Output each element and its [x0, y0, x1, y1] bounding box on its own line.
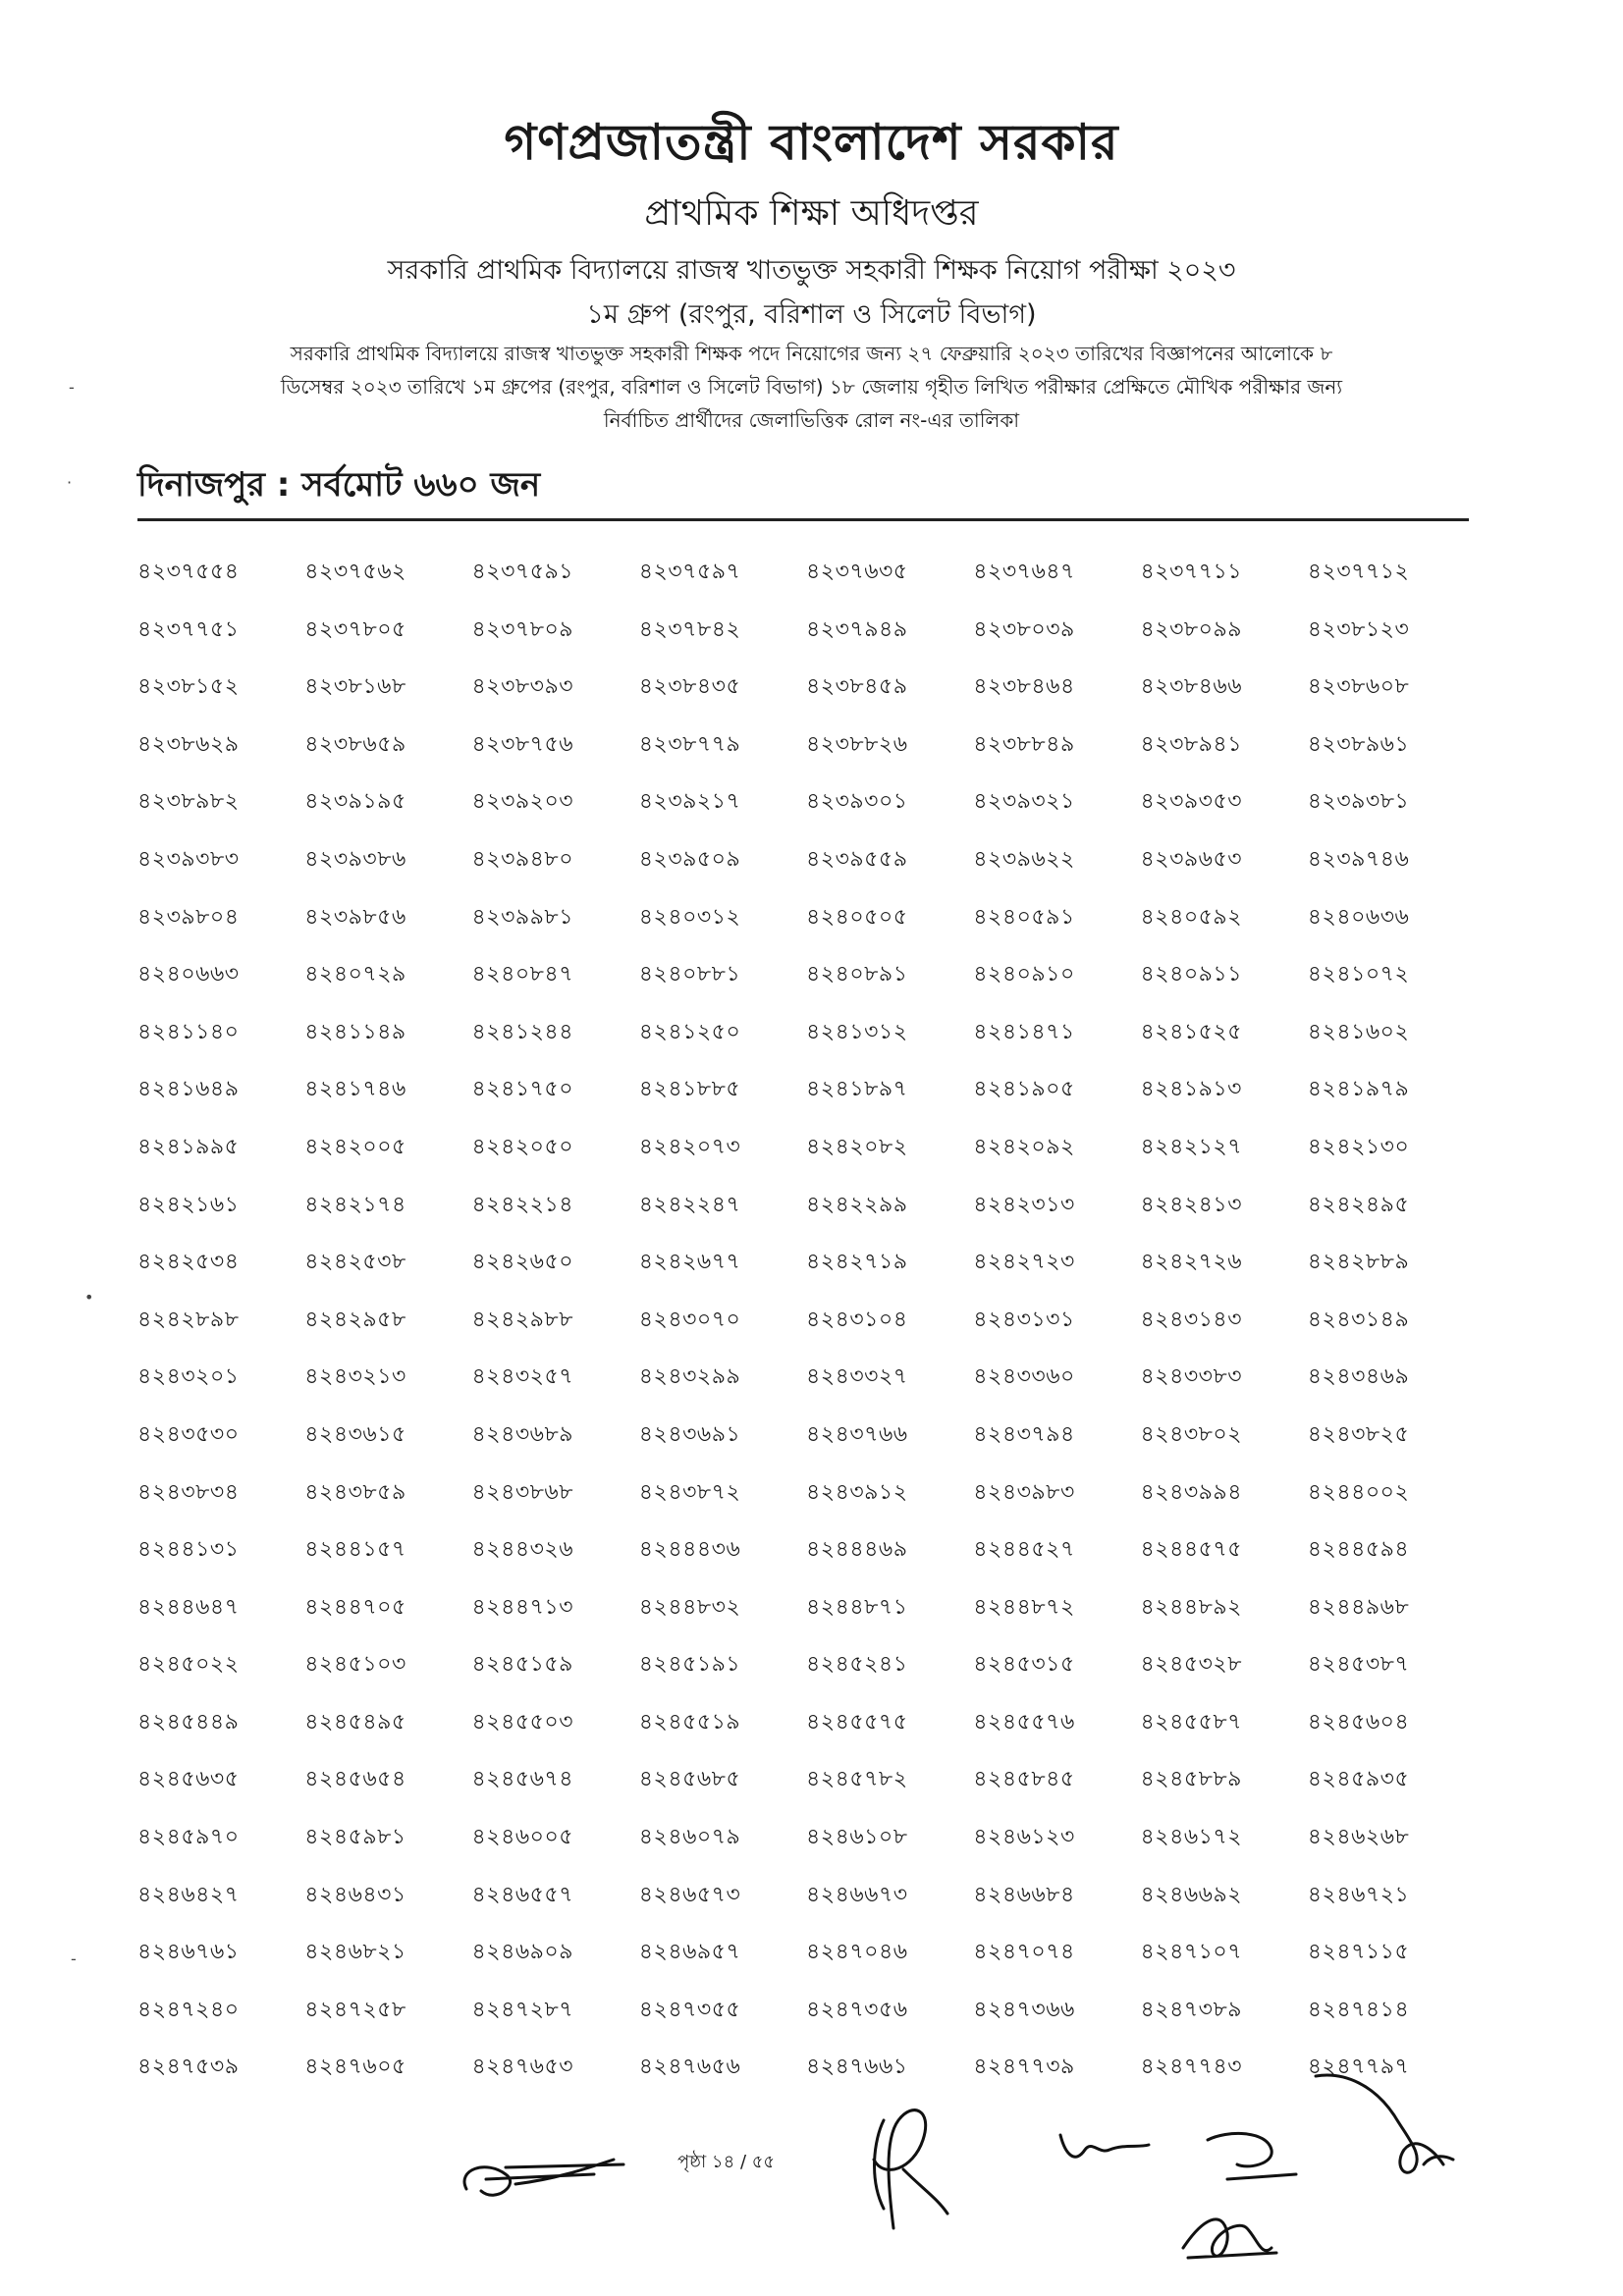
roll-number: ৪২৪০৯১০ [973, 962, 1075, 988]
roll-number: ৪২৩৯৩৮৬ [304, 846, 406, 872]
roll-number: ৪২৪২৪৯৫ [1307, 1192, 1410, 1217]
roll-number: ৪২৪৬১০৮ [806, 1825, 908, 1850]
roll-number: ৪২৩৮০৯৯ [1140, 616, 1243, 642]
roll-number: ৪২৪৫৯৮১ [304, 1825, 406, 1850]
roll-number: ৪২৪৩৬৮৯ [471, 1421, 574, 1447]
roll-number: ৪২৪৫১০৩ [304, 1652, 406, 1678]
roll-number: ৪২৪৬৭২১ [1307, 1882, 1410, 1907]
roll-number: ৪২৩৮৯৮২ [137, 789, 240, 815]
roll-number: ৪২৪১১৪০ [137, 1019, 240, 1044]
roll-number: ৪২৩৮৩৯৩ [471, 674, 574, 700]
roll-number: ৪২৪৫৩১৫ [973, 1652, 1075, 1678]
roll-number: ৪২৪৪৪৬৯ [806, 1537, 908, 1563]
signature-2 [844, 2081, 962, 2238]
roll-number: ৪২৪৭১০৭ [1140, 1940, 1243, 1965]
roll-number: ৪২৪০৮৯১ [806, 962, 908, 988]
roll-number: ৪২৪৭৬৬১ [806, 2055, 908, 2080]
roll-number: ৪২৪২৮৯৮ [137, 1307, 240, 1332]
roll-number: ৪২৪৬০০৫ [471, 1825, 574, 1850]
roll-number: ৪২৪৩৬১৫ [304, 1421, 406, 1447]
roll-number: ৪২৪৪৫৭৫ [1140, 1537, 1242, 1563]
roll-number: ৪২৪৩১৪৩ [1140, 1307, 1243, 1332]
roll-number: ৪২৪০৫৯২ [1140, 904, 1243, 930]
roll-number: ৪২৪৭৩৬৬ [973, 1997, 1075, 2022]
roll-number: ৪২৪৩৯৯৪ [1140, 1479, 1242, 1505]
roll-number: ৪২৪৬৭৬১ [137, 1940, 240, 1965]
signature-5 [1168, 2179, 1286, 2277]
roll-number: ৪২৪২২৯৯ [806, 1192, 908, 1217]
roll-number: ৪২৪৩১০৪ [806, 1307, 908, 1332]
roll-number: ৪২৪২৭১৯ [806, 1250, 908, 1275]
roll-number: ৪২৪৭৪১৪ [1307, 1997, 1410, 2022]
notice-line-1: সরকারি প্রাথমিক বিদ্যালয়ে রাজস্ব খাতভুক্ত সহকারী শিক্ষক পদে নিয়োগের জন্য ২৭ ফেব্রুয়ারি ২০২৩ তারিখের বিজ্ঞাপনের আলোকে ৮ [290, 342, 1333, 365]
scan-mark: • [84, 1288, 94, 1307]
roll-number: ৪২৪২৬৫০ [471, 1250, 574, 1275]
roll-number: ৪২৪৭৩৫৫ [638, 1997, 741, 2022]
roll-number: ৪২৩৭৬৪৭ [973, 560, 1075, 584]
district-heading: দিনাজপুর : সর্বমোট ৬৬০ জন [137, 465, 541, 505]
roll-number: ৪২৪৩৩৮৩ [1140, 1364, 1243, 1390]
roll-number: ৪২৩৮৬০৮ [1307, 674, 1410, 700]
roll-number: ৪২৩৮৯৬১ [1307, 731, 1410, 757]
roll-number: ৪২৪৫৫৭৫ [806, 1709, 908, 1735]
roll-number: ৪২৪২০৯২ [973, 1134, 1075, 1159]
roll-number: ৪২৩৮৪৬৬ [1140, 674, 1243, 700]
roll-number: ৪২৩৯৯৮১ [471, 904, 573, 930]
roll-number: ৪২৪৩৯৮৩ [973, 1479, 1075, 1505]
roll-number: ৪২৪৭০৭৪ [973, 1940, 1075, 1965]
roll-number: ৪২৪৬১৭২ [1140, 1825, 1243, 1850]
roll-number: ৪২৩৯৩০১ [806, 789, 908, 815]
roll-number: ৪২৩৯৬৫৩ [1140, 846, 1243, 872]
roll-number: ৪২৪৩১৪৯ [1307, 1307, 1410, 1332]
roll-number: ৪২৪৫৩২৮ [1140, 1652, 1243, 1678]
roll-number: ৪২৩৯২০৩ [471, 789, 574, 815]
roll-number: ৪২৪৪৮৭১ [806, 1594, 908, 1620]
roll-number: ৪২৪৪৬৪৭ [137, 1594, 240, 1620]
roll-number: ৪২৪৩৬৯১ [638, 1421, 741, 1447]
roll-number: ৪২৪২২৪৭ [638, 1192, 741, 1217]
roll-number: ৪২৩৮১৫২ [137, 674, 240, 700]
roll-number: ৪২৪২২১৪ [471, 1192, 574, 1217]
roll-number: ৪২৪৫৫০৩ [471, 1709, 574, 1735]
roll-number: ৪২৪১৬০২ [1307, 1019, 1410, 1044]
roll-number: ৪২৪৫৮৮৯ [1140, 1767, 1242, 1792]
roll-number: ৪২৪২৩১৩ [973, 1192, 1075, 1217]
roll-number: ৪২৪০৭২৯ [304, 962, 406, 988]
roll-number: ৪২৪৩৮৫৯ [304, 1479, 406, 1505]
roll-number: ৪২৪৩২০১ [137, 1364, 240, 1390]
roll-number: ৪২৪৫৬৩৫ [137, 1767, 240, 1792]
roll-number: ৪২৪২০৮২ [806, 1134, 908, 1159]
roll-number: ৪২৪৬১২৩ [973, 1825, 1075, 1850]
roll-number: ৪২৪৩২৫৭ [471, 1364, 574, 1390]
roll-number: ৪২৪৫৪৪৯ [137, 1709, 240, 1735]
roll-number: ৪২৪৫৩৮৭ [1307, 1652, 1410, 1678]
roll-number: ৪২৪২৭২৬ [1140, 1250, 1243, 1275]
roll-number: ৪২৩৮৬৫৯ [304, 731, 406, 757]
signature-1 [447, 2130, 643, 2218]
roll-number: ৪২৪২১৩০ [1307, 1134, 1410, 1159]
roll-number: ৪২৪৫৫৭৬ [973, 1709, 1075, 1735]
roll-number: ৪২৩৯৩৫৩ [1140, 789, 1243, 815]
roll-number: ৪২৪৬৬৭৩ [806, 1882, 908, 1907]
roll-number: ৪২৩৯৮০৪ [137, 904, 240, 930]
roll-number: ৪২৪৩০৭০ [638, 1307, 741, 1332]
roll-number: ৪২৪৭০৪৬ [806, 1940, 908, 1965]
roll-number: ৪২৪১৪৭১ [973, 1019, 1075, 1044]
roll-number: ৪২৪৫১৫৯ [471, 1652, 573, 1678]
roll-number: ৪২৪৭৭৩৯ [973, 2055, 1075, 2080]
roll-number: ৪২৪৬৯৫৭ [638, 1940, 741, 1965]
roll-number: ৪২৪৬৪৩১ [304, 1882, 406, 1907]
roll-number: ৪২৪৪৭১৩ [471, 1594, 574, 1620]
roll-number: ৪২৪২৪১৩ [1140, 1192, 1243, 1217]
roll-number: ৪২৪৫৬৫৪ [304, 1767, 406, 1792]
roll-number: ৪২৩৭৬৩৫ [806, 560, 908, 584]
roll-number: ৪২৪৭৩৫৬ [806, 1997, 908, 2022]
roll-number: ৪২৩৯৭৪৬ [1307, 846, 1410, 872]
roll-number: ৪২৪৪০০২ [1307, 1479, 1410, 1505]
roll-number: ৪২৩৯৮৫৬ [304, 904, 406, 930]
roll-number: ৪২৩৭৫৯৭ [638, 560, 741, 584]
roll-number: ৪২৪০৮৪৭ [471, 962, 574, 988]
roll-number: ৪২৪৩৮০২ [1140, 1421, 1243, 1447]
directorate-title: প্রাথমিক শিক্ষা অধিদপ্তর [644, 193, 979, 234]
scan-mark: · [67, 473, 73, 492]
heading-divider [137, 518, 1469, 521]
roll-number: ৪২৪৫২৪১ [806, 1652, 908, 1678]
roll-number: ৪২৪১২৫০ [638, 1019, 741, 1044]
roll-number: ৪২৩৯৫৫৯ [806, 846, 908, 872]
roll-number: ৪২৪৭৭৯৭ [1307, 2055, 1410, 2080]
notice-text [137, 337, 1486, 437]
roll-number: ৪২৩৮৪৬৪ [973, 674, 1075, 700]
roll-number: ৪২৪১৭৫০ [471, 1077, 574, 1102]
roll-number: ৪২৪৬৫৫৭ [471, 1882, 574, 1907]
roll-number: ৪২৪০৬৩৬ [1307, 904, 1410, 930]
roll-number: ৪২৪৫৭৮২ [806, 1767, 908, 1792]
roll-number: ৪২৩৮৮৪৯ [973, 731, 1075, 757]
exam-title: সরকারি প্রাথমিক বিদ্যালয়ে রাজস্ব খাতভুক্ত সহকারী শিক্ষক নিয়োগ পরীক্ষা ২০২৩ [387, 255, 1236, 286]
signature-6 [1306, 2056, 1463, 2184]
roll-number: ৪২৪৩৮২৫ [1307, 1421, 1410, 1447]
roll-number: ৪২৪৬৪২৭ [137, 1882, 240, 1907]
roll-number: ৪২৩৮০৩৯ [973, 616, 1075, 642]
roll-number: ৪২৪২০০৫ [304, 1134, 406, 1159]
roll-number: ৪২৪২৮৮৯ [1307, 1250, 1410, 1275]
roll-number: ৪২৩৯৩২১ [973, 789, 1075, 815]
scan-mark: - [69, 378, 75, 397]
notice-line-2: ডিসেম্বর ২০২৩ তারিখে ১ম গ্রুপের (রংপুর, বরিশাল ও সিলেট বিভাগ) ১৮ জেলায় গৃহীত লিখিত পরীক্ষার প্রেক্ষিতে মৌখিক পরীক্ষার জন্য [280, 375, 1343, 399]
roll-number: ৪২৪২০৭৩ [638, 1134, 741, 1159]
roll-number: ৪২৪৭২৮৭ [471, 1997, 574, 2022]
roll-number: ৪২৪২০৫০ [471, 1134, 574, 1159]
roll-number: ৪২৪২৫৩৮ [304, 1250, 406, 1275]
roll-number: ৪২৪৬৫৭৩ [638, 1882, 741, 1907]
roll-number: ৪২৩৯৩৮৩ [137, 846, 240, 872]
roll-number: ৪২৪৭২৪০ [137, 1997, 240, 2022]
roll-number: ৪২৪১১৪৯ [304, 1019, 406, 1044]
roll-number: ৪২৩৭৭১২ [1307, 560, 1410, 584]
roll-number: ৪২৩৮৮২৬ [806, 731, 908, 757]
roll-number: ৪২৪৪৮৭২ [973, 1594, 1075, 1620]
group-title: ১ম গ্রুপ (রংপুর, বরিশাল ও সিলেট বিভাগ) [586, 299, 1037, 330]
roll-number: ৪২৪০৫৯১ [973, 904, 1075, 930]
roll-number: ৪২৩৯৩৮১ [1307, 789, 1410, 815]
notice-line-3: নির্বাচিত প্রার্থীদের জেলাভিত্তিক রোল নং-এর তালিকা [603, 408, 1020, 432]
roll-number: ৪২৩৮৭৫৬ [471, 731, 574, 757]
roll-number: ৪২৪৩৯১২ [806, 1479, 908, 1505]
roll-number: ৪২৩৭৯৪৯ [806, 616, 908, 642]
roll-number: ৪২৪১৮৯৭ [806, 1077, 908, 1102]
roll-number: ৪২৪৫১৯১ [638, 1652, 741, 1678]
roll-number: ৪২৪৬০৭৯ [638, 1825, 741, 1850]
roll-number: ৪২৪৪৮৩২ [638, 1594, 741, 1620]
roll-number: ৪২৩৮৬২৯ [137, 731, 240, 757]
roll-number: ৪২৪৩৫৩০ [137, 1421, 240, 1447]
roll-number: ৪২৪১৫২৫ [1140, 1019, 1242, 1044]
roll-number: ৪২৪১৩১২ [806, 1019, 908, 1044]
roll-number: ৪২৪৪৪৩৬ [638, 1537, 741, 1563]
roll-number: ৪২৩৮৪৩৫ [638, 674, 741, 700]
roll-number: ৪২৪১৯১৩ [1140, 1077, 1242, 1102]
roll-number: ৪২৩৭৭৫১ [137, 616, 240, 642]
roll-number: ৪২৩৮৪৫৯ [806, 674, 908, 700]
roll-number: ৪২৪৪৯৬৮ [1307, 1594, 1410, 1620]
roll-number: ৪২৪৪৭০৫ [304, 1594, 406, 1620]
roll-number: ৪২৪৩৩৬০ [973, 1364, 1075, 1390]
roll-number: ৪২৩৮১২৩ [1307, 616, 1410, 642]
roll-number: ৪২৪২৭২৩ [973, 1250, 1075, 1275]
roll-number: ৪২৪৩৮৬৮ [471, 1479, 574, 1505]
roll-number: ৪২৪২১৬১ [137, 1192, 240, 1217]
roll-number: ৪২৪২১৭৪ [304, 1192, 406, 1217]
roll-number: ৪২৪৪১৫৭ [304, 1537, 406, 1563]
roll-number: ৪২৩৯৪৮০ [471, 846, 574, 872]
roll-number: ৪২৪৭২৫৮ [304, 1997, 406, 2022]
signature-3 [1051, 2120, 1159, 2179]
roll-number: ৪২৪৫৯৭০ [137, 1825, 240, 1850]
roll-number: ৪২৪৫৮৪৫ [973, 1767, 1075, 1792]
roll-number: ৪২৩৭৫৯১ [471, 560, 574, 584]
roll-number: ৪২৪৬৮২১ [304, 1940, 406, 1965]
roll-number: ৪২৪৪৫৯৪ [1307, 1537, 1410, 1563]
roll-number: ৪২৩৯২১৭ [638, 789, 741, 815]
roll-number: ৪২৪৩৩২৭ [806, 1364, 908, 1390]
roll-number: ৪২৪১৮৮৫ [638, 1077, 741, 1102]
government-title: গণপ্রজাতন্ত্রী বাংলাদেশ সরকার [504, 114, 1119, 171]
roll-number: ৪২৪৫৫১৯ [638, 1709, 741, 1735]
roll-number: ৪২৩৯৬২২ [973, 846, 1075, 872]
roll-number: ৪২৪৩২১৩ [304, 1364, 406, 1390]
roll-number: ৪২৪২১২৭ [1140, 1134, 1243, 1159]
roll-number: ৪২৪২৬৭৭ [638, 1250, 741, 1275]
roll-number: ৪২৩৮১৬৮ [304, 674, 406, 700]
roll-number: ৪২৩৭৮০৫ [304, 616, 406, 642]
roll-number: ৪২৩৭৫৫৪ [137, 560, 240, 584]
roll-number: ৪২৪১৬৪৯ [137, 1077, 240, 1102]
roll-number: ৪২৪৩৮৩৪ [137, 1479, 240, 1505]
roll-number: ৪২৪৪৮৯২ [1140, 1594, 1242, 1620]
roll-number: ৪২৪৪৩২৬ [471, 1537, 574, 1563]
roll-number: ৪২৪৩১৩১ [973, 1307, 1075, 1332]
roll-number: ৪২৪১২৪৪ [471, 1019, 573, 1044]
roll-number: ৪২৪৫৪৯৫ [304, 1709, 406, 1735]
roll-number: ৪২৪৬৬৯২ [1140, 1882, 1243, 1907]
roll-number: ৪২৪৫৬৭৪ [471, 1767, 574, 1792]
roll-number: ৪২৪১৯৭৯ [1307, 1077, 1410, 1102]
roll-number: ৪২৩৭৫৬২ [304, 560, 406, 584]
roll-number: ৪২৪৭৬৫৩ [471, 2055, 574, 2080]
roll-number: ৪২৪২৫৩৪ [137, 1250, 240, 1275]
roll-number: ৪২৪৩৪৬৯ [1307, 1364, 1410, 1390]
roll-number: ৪২৪৪১৩১ [137, 1537, 240, 1563]
roll-number: ৪২৪৫৬৮৫ [638, 1767, 741, 1792]
scan-mark: - [71, 1949, 77, 1968]
roll-number: ৪২৩৮৯৪১ [1140, 731, 1242, 757]
roll-number: ৪২৪৭৭৪৩ [1140, 2055, 1243, 2080]
roll-number: ৪২৪০৬৬৩ [137, 962, 240, 988]
roll-number: ৪২৪৩৭৯৪ [973, 1421, 1075, 1447]
page-number: পৃষ্ঠা ১৪ / ৫৫ [677, 2152, 776, 2172]
roll-number: ৪২৩৮৭৭৯ [638, 731, 741, 757]
roll-number: ৪২৪৩৭৬৬ [806, 1421, 908, 1447]
roll-number: ৪২৪৩৮৭২ [638, 1479, 741, 1505]
roll-number: ৪২৩৭৮৪২ [638, 616, 741, 642]
roll-number: ৪২৪০৩১২ [638, 904, 741, 930]
roll-number: ৪২৪৬৬৮৪ [973, 1882, 1075, 1907]
roll-number: ৪২৪১০৭২ [1307, 962, 1410, 988]
roll-number: ৪২৪৬২৬৮ [1307, 1825, 1410, 1850]
roll-number: ৪২৩৯১৯৫ [304, 789, 406, 815]
roll-number: ৪২৪১৭৪৬ [304, 1077, 406, 1102]
roll-number: ৪২৪২৯৫৮ [304, 1307, 406, 1332]
roll-number: ৪২৪৭৬৫৬ [638, 2055, 741, 2080]
roll-number-grid [137, 558, 1475, 2110]
roll-number: ৪২৪০৯১১ [1140, 962, 1242, 988]
roll-number: ৪২৪৭৩৮৯ [1140, 1997, 1243, 2022]
roll-number: ৪২৪৭৬০৫ [304, 2055, 406, 2080]
roll-number: ৪২৪০৮৮১ [638, 962, 741, 988]
roll-number: ৪২৩৭৮০৯ [471, 616, 574, 642]
roll-number: ৪২৪৭১১৫ [1307, 1940, 1410, 1965]
roll-number: ৪২৪৫০২২ [137, 1652, 240, 1678]
roll-number: ৪২৪৫৫৮৭ [1140, 1709, 1242, 1735]
roll-number: ৪২৪৫৯৩৫ [1307, 1767, 1410, 1792]
roll-number: ৪২৪১৯০৫ [973, 1077, 1075, 1102]
roll-number: ৪২৩৯৫০৯ [638, 846, 741, 872]
roll-number: ৪২৪২৯৮৮ [471, 1307, 573, 1332]
roll-number: ৪২৩৭৭১১ [1140, 560, 1243, 584]
roll-number: ৪২৪৪৫২৭ [973, 1537, 1075, 1563]
roll-number: ৪২৪০৫০৫ [806, 904, 908, 930]
roll-number: ৪২৪৩২৯৯ [638, 1364, 741, 1390]
roll-number: ৪২৪৬৯০৯ [471, 1940, 574, 1965]
roll-number: ৪২৪৭৫৩৯ [137, 2055, 240, 2080]
roll-number: ৪২৪৫৬০৪ [1307, 1709, 1410, 1735]
roll-number: ৪২৪১৯৯৫ [137, 1134, 240, 1159]
